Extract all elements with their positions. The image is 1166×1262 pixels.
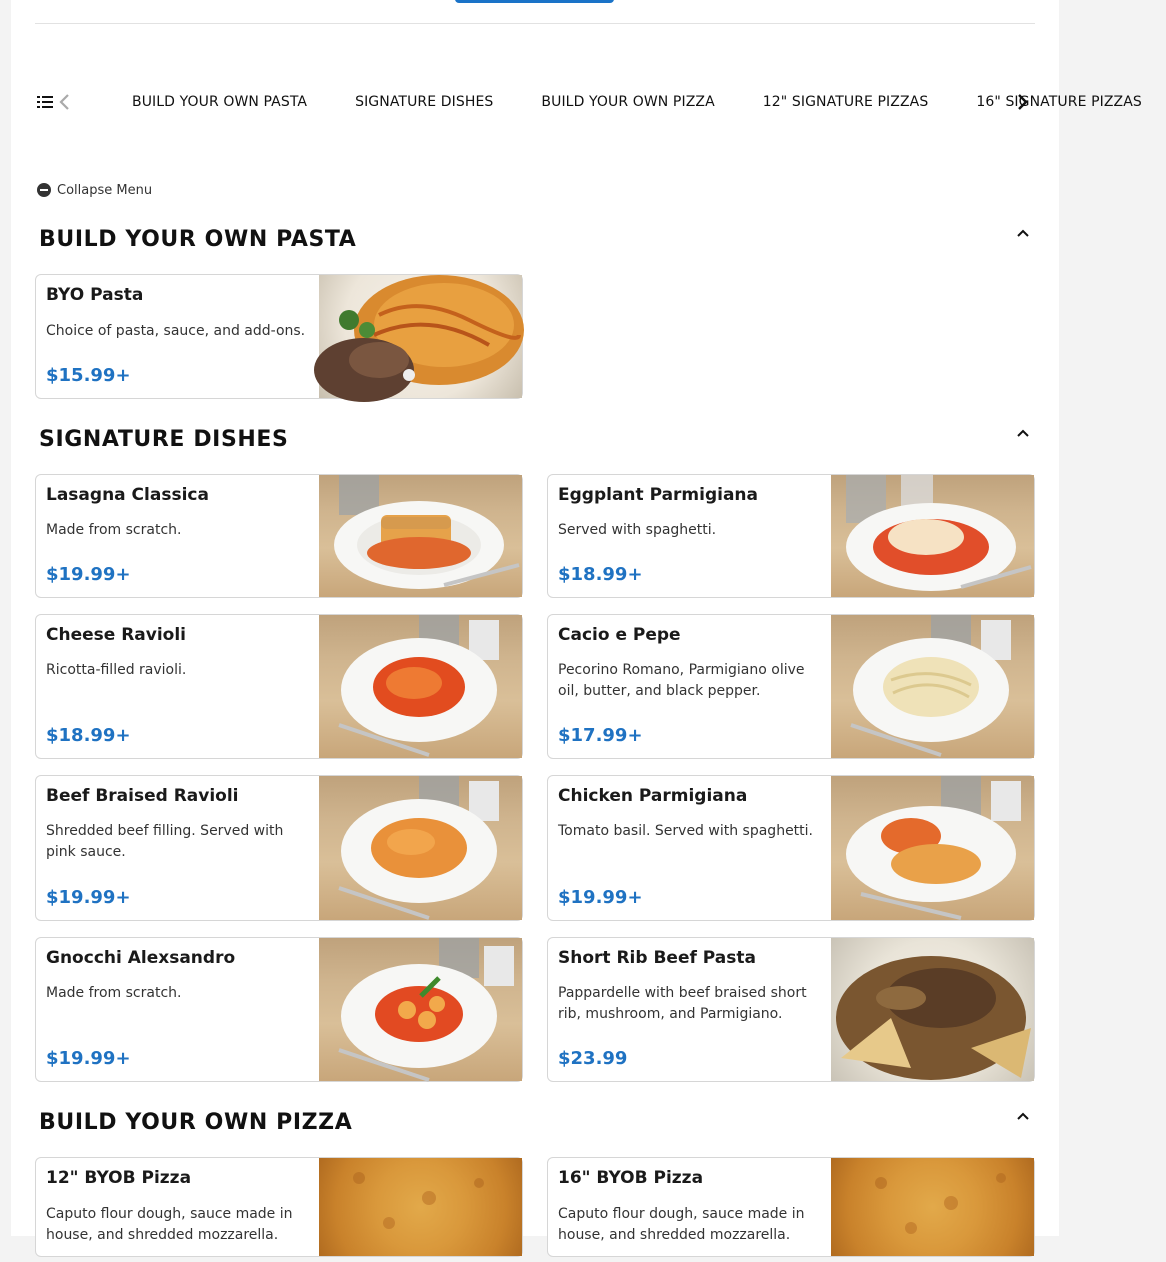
item-photo	[319, 1158, 522, 1256]
menu-page	[11, 0, 1142, 1243]
item-name: Cheese Ravioli	[46, 625, 187, 645]
item-name: Short Rib Beef Pasta	[558, 948, 756, 968]
item-name: Eggplant Parmigiana	[558, 485, 759, 505]
item-name: Cacio e Pepe	[558, 625, 681, 645]
divider	[35, 23, 1035, 24]
item-photo	[831, 776, 1034, 920]
menu-item-card[interactable]	[547, 937, 1035, 1082]
item-price: $18.99+	[46, 725, 131, 746]
category-nav	[35, 84, 1142, 120]
menu-item-card[interactable]	[35, 474, 523, 598]
nav-item-16-signature-pizzas[interactable]: 16" SIGNATURE PIZZAS	[976, 94, 1142, 110]
menu-item-card[interactable]	[35, 937, 523, 1082]
section-title-build-your-own-pizza: BUILD YOUR OWN PIZZA	[39, 1110, 353, 1135]
item-price: $19.99+	[46, 887, 131, 908]
menu-item-card[interactable]	[35, 1157, 523, 1257]
item-price: $23.99	[558, 1048, 628, 1069]
item-name: Lasagna Classica	[46, 485, 209, 505]
item-price: $18.99+	[558, 564, 643, 585]
item-price: $19.99+	[46, 1048, 131, 1069]
item-name: Beef Braised Ravioli	[46, 786, 239, 806]
item-price: $19.99+	[46, 564, 131, 585]
item-price: $19.99+	[558, 887, 643, 908]
item-description: Caputo flour dough, sauce made in house, and shredded mozzarella.	[558, 1206, 805, 1243]
item-name: Chicken Parmigiana	[558, 786, 748, 806]
item-photo	[831, 615, 1034, 758]
nav-item-build-your-own-pizza[interactable]: BUILD YOUR OWN PIZZA	[541, 94, 715, 110]
nav-item-build-your-own-pasta[interactable]: BUILD YOUR OWN PASTA	[132, 94, 308, 110]
nav-item-signature-dishes[interactable]: SIGNATURE DISHES	[355, 94, 494, 110]
menu-item-card[interactable]	[547, 614, 1035, 759]
menu-item-card[interactable]	[547, 775, 1035, 921]
chevron-up-icon[interactable]	[1015, 227, 1031, 239]
top-action-button[interactable]	[455, 0, 614, 3]
item-photo	[319, 475, 522, 597]
item-description: Served with spaghetti.	[558, 522, 717, 538]
nav-item-12-signature-pizzas[interactable]: 12" SIGNATURE PIZZAS	[762, 94, 929, 110]
item-photo	[319, 776, 522, 920]
section-title-build-your-own-pasta: BUILD YOUR OWN PASTA	[39, 227, 357, 252]
item-name: 12" BYOB Pizza	[46, 1168, 192, 1188]
item-photo	[831, 1158, 1034, 1256]
item-name: Gnocchi Alexsandro	[46, 948, 236, 968]
item-description: Made from scratch.	[46, 522, 182, 538]
item-photo	[831, 475, 1034, 597]
menu-item-card[interactable]	[35, 614, 523, 759]
item-name: 16" BYOB Pizza	[558, 1168, 704, 1188]
item-photo	[319, 938, 522, 1081]
item-description: Made from scratch.	[46, 985, 182, 1001]
chevron-right-icon[interactable]	[1013, 92, 1031, 112]
item-description: Caputo flour dough, sauce made in house, and shredded mozzarella.	[46, 1206, 293, 1243]
section-title-signature-dishes: SIGNATURE DISHES	[39, 427, 289, 452]
item-photo	[319, 275, 522, 398]
list-icon[interactable]	[37, 94, 53, 110]
collapse-menu-label: Collapse Menu	[57, 182, 153, 198]
item-description: Ricotta-filled ravioli.	[46, 662, 187, 678]
item-photo	[319, 615, 522, 758]
item-description: Shredded beef filling. Served with pink sauce.	[46, 823, 284, 860]
item-description: Tomato basil. Served with spaghetti.	[558, 823, 813, 839]
item-name: BYO Pasta	[46, 285, 144, 305]
chevron-up-icon[interactable]	[1015, 1110, 1031, 1122]
menu-item-card[interactable]	[35, 775, 523, 921]
item-description: Pecorino Romano, Parmigiano olive oil, butter, and black pepper.	[558, 662, 805, 699]
chevron-up-icon[interactable]	[1015, 427, 1031, 439]
minus-circle-icon	[37, 183, 51, 197]
menu-item-card[interactable]	[35, 274, 523, 399]
category-scroller	[77, 84, 1142, 120]
collapse-menu-button[interactable]	[37, 180, 152, 200]
item-photo	[831, 938, 1034, 1081]
item-price: $15.99+	[46, 365, 131, 386]
menu-item-card[interactable]	[547, 1157, 1035, 1257]
menu-item-card[interactable]	[547, 474, 1035, 598]
chevron-left-icon[interactable]	[57, 92, 73, 112]
item-description: Choice of pasta, sauce, and add-ons.	[46, 323, 306, 339]
item-description: Pappardelle with beef braised short rib, mushroom, and Parmigiano.	[558, 985, 807, 1022]
item-price: $17.99+	[558, 725, 643, 746]
